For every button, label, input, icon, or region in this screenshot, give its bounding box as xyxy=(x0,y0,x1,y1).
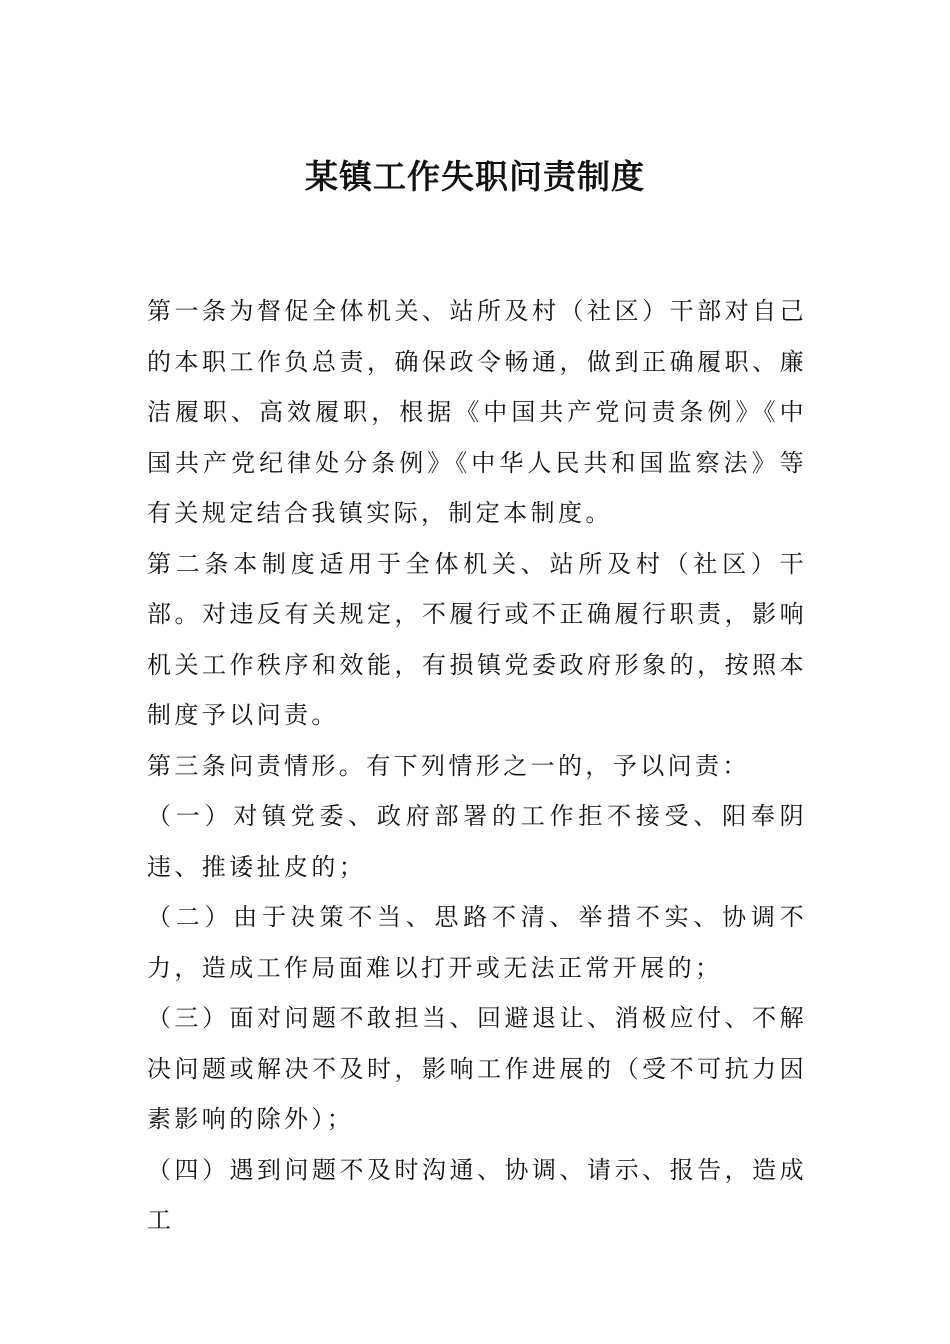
document-body xyxy=(147,286,807,1246)
paragraph-item-1: （一）对镇党委、政府部署的工作拒不接受、阳奉阴违、推诿扯皮的； xyxy=(147,802,807,881)
paragraph-article-2: 第二条本制度适用于全体机关、站所及村（社区）干部。对违反有关规定，不履行或不正确履行职责，影响机关工作秩序和效能，有损镇党委政府形象的，按照本制度予以问责。 xyxy=(147,549,807,729)
document-title: 某镇工作失职问责制度 xyxy=(305,157,645,196)
paragraph-item-3: （三）面对问题不敢担当、回避退让、消极应付、不解决问题或解决不及时，影响工作进展的（受不可抗力因素影响的除外）； xyxy=(147,1004,807,1133)
paragraph-item-4: （四）遇到问题不及时沟通、协调、请示、报告，造成工 xyxy=(147,1155,807,1234)
paragraph-article-3: 第三条问责情形。有下列情形之一的，予以问责： xyxy=(147,751,750,780)
paragraph-article-1: 第一条为督促全体机关、站所及村（社区）干部对自己的本职工作负总责，确保政令畅通，做到正确履职、廉洁履职、高效履职，根据《中国共产党问责条例》《中国共产党纪律处分条例》《中华人民共和国监察法》等有关规定结合我镇实际，制定本制度。 xyxy=(147,297,807,527)
paragraph-item-2: （二）由于决策不当、思路不清、举措不实、协调不力，造成工作局面难以打开或无法正常开展的； xyxy=(147,903,807,982)
